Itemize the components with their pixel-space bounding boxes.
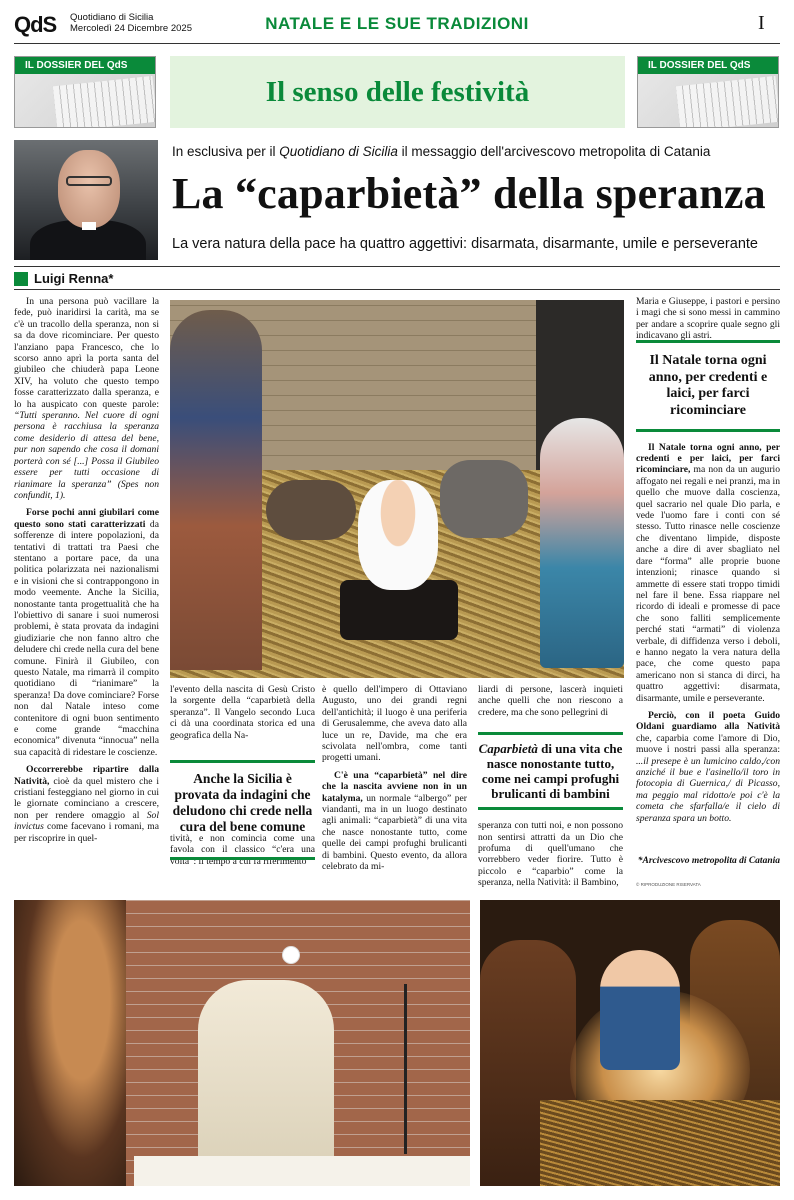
pullquote-sicily: Anche la Sicilia è provata da indagini che deludono chi crede nella cura del bene comune [170, 760, 315, 860]
newspaper-stack-icon [676, 76, 779, 128]
photo-ox [266, 480, 356, 540]
mass-photo [14, 900, 470, 1186]
paragraph: In una persona può vacillare la fede, può inaridirsi la carità, ma se c'è un tracollo della speranza, non si sa da dove ricominciare. Per questo l'anziano papa Francesco, che lo scorso anno aprì la porta santa del giubileo che chiuderà papa Leone XIV, ha voluto che questo tempo fosse caratterizzato dalla speranza, e lo ha auspicato con queste parole: “Tutti speranno. Nel cuore di ogni persona è racchiusa la speranza come desiderio di attesa del bene, pur non sapendo che cosa il domani porterà con sé [...] Possa il Giubileo essere per tutti occasione di rianimare la speranza” (Spes non confundit, 1). [14, 296, 159, 501]
photo-host [282, 946, 300, 964]
author-rule [14, 289, 780, 290]
paragraph: liardi di persone, lascerà inquieti anche quelli che non riescono a credere, ma che sono pellegrini di [478, 684, 623, 718]
author-portrait [14, 140, 158, 260]
photo-microphone [404, 984, 464, 1154]
article-subhead: La vera natura della pace ha quattro aggettivi: disarmata, disarmante, umile e perseverante [172, 236, 758, 252]
photo-straw [540, 1100, 780, 1186]
publication-name: Quotidiano di Sicilia [70, 12, 154, 23]
article-kicker [172, 144, 710, 159]
dossier-label-left: IL DOSSIER DEL QdS [15, 57, 155, 74]
kicker-publication: Quotidiano di Sicilia [279, 144, 398, 159]
kicker-post: il messaggio dell'arcivescovo metropolita di Catania [397, 144, 711, 159]
photo-donkey [440, 460, 528, 538]
pullquote-text: di una vita che nasce nonostante tutto, come nei campi profughi brulicanti di bambini [481, 741, 623, 801]
masthead-rule [14, 43, 780, 44]
portrait-collar [82, 222, 96, 230]
paragraph: Il Natale torna ogni anno, per credenti e per laici, per farci ricominciare, ma non da un augurio affogato nei regali e nei pranzi, ma in quello che muove dalla coscienza, quel sacrario nel quale Dio parla, e vede l'uomo fare i conti con sé stesso. Tutto rinasce nelle coscienze che diventano limpide, disposte anche a dire di aver sbagliato nel dare “forma” alle proprie buone intenzioni; rinasce quando si ammette di essere stati troppo timidi nel fare il bene. Essa riappare nel ricordo di ideali e promesse di pace che sono falliti semplicemente perché stati “armati” di violenza verbale, di diffidenza verso i deboli, e hanno negato la vera natura della pace, che come questo papa americano non si stanca di dirci, ha quattro aggettivi: disarmata, disarmante, umile e perseverante. [636, 441, 780, 704]
dossier-banner-left[interactable] [14, 56, 156, 128]
section-banner: Il senso delle festività [170, 56, 625, 128]
nativity-scene-photo [170, 300, 624, 678]
headline-rule [14, 266, 780, 267]
portrait-face [58, 150, 120, 228]
masthead [0, 0, 794, 46]
page-number: I [758, 12, 765, 34]
nativity-painting-photo [480, 900, 780, 1186]
article-column-1 [14, 296, 159, 896]
photo-joseph [170, 310, 262, 670]
paragraph: Maria e Giuseppe, i pastori e persino i magi che si sono messi in cammino per andare a scoprire quale segno gli indicavano gli astri. [636, 296, 780, 342]
photo-mary [540, 418, 624, 668]
paragraph: è quello dell'impero di Ottaviano Augusto, uno dei grandi regni dell'antichità; il luogo è una periferia di Gerusalemme, che aveva dato alla luce un re, Davide, ma che era scivolata nell'ombra, come tanti progetti umani. [322, 684, 467, 764]
paragraph: Occorrerebbe ripartire dalla Natività, cioè da quel mistero che i cristiani festeggiano nel giorno in cui le giornate cominciano a crescere, non per rendere omaggio al Sol invictus come facevano i romani, ma per riscoprire in quel- [14, 764, 159, 844]
dossier-banner-right[interactable] [637, 56, 779, 128]
pullquote-italic: Caparbietà [478, 741, 538, 756]
kicker-pre: In esclusiva per il [172, 144, 280, 159]
photo-painting [14, 900, 126, 1186]
paragraph: speranza con tutti noi, e non possono non sentirsi attratti da un Dio che profuma di quell'umano che vorrebbero veder fiorire. Tutto è piccolo e “caparbio” come la speranza, nella Natività: il Bambino, [478, 820, 623, 889]
portrait-glasses [66, 176, 112, 186]
photo-child [358, 480, 438, 590]
pullquote-caparbieta [478, 732, 623, 810]
dossier-label-right: IL DOSSIER DEL QdS [638, 57, 778, 74]
paragraph: Forse pochi anni giubilari come questo sono stati caratterizzati da sofferenze di intere popolazioni, da tentativi di trattati tra Paesi che stentano a portare pace, da una politica polarizzata nei nazionalismi e in visioni che si contrappongono in modo veemente. Anche la Sicilia, nonostante tanta progettualità che ha l'obiettivo di sanare i suoi numerosi problemi, è stata provata da indagini giudiziarie che non fanno altro che deludere chi crede nella cura del bene comune. Finirà il Giubileo, con questo Natale, ma rimarrà il compito quotidiano di “rianimare” la speranza! Da dove cominciare? Forse non dal Natale inteso come contenitore di ogni buon sentimento e come grande “macchina economica” divenuta “innocua” nella sua capacità di ridestare le coscienze. [14, 507, 159, 758]
qds-logo[interactable]: QdS [14, 12, 57, 37]
newspaper-stack-icon [53, 76, 156, 128]
section-title: NATALE E LE SUE TRADIZIONI [265, 14, 529, 33]
author-marker [14, 272, 28, 286]
paragraph: Perciò, con il poeta Guido Oldani guardiamo alla Natività che, caparbia come l'amore di Dio, muove i nostri passi alla speranza: ...il presepe è un lumicino caldo,/con anziché il bue e l'asinello/il toro in fotocopia di Guernica,/ di Picasso, ma peggio mal ridotto/e poi c'è la cometa che sfarfalla/e il cielo di speranza spara un botto. [636, 709, 780, 824]
author-name: Luigi Renna* [34, 271, 114, 286]
paragraph: l'evento della nascita di Gesù Cristo la sorgente della “caparbietà della speranza”. Il Vangelo secondo Luca ci dà una coordinata storica ed una geografica della Na- [170, 684, 315, 741]
copyright-notice: © RIPRODUZIONE RISERVATA [636, 882, 701, 887]
publication-date: Mercoledì 24 Dicembre 2025 [70, 23, 192, 34]
paragraph: tività, e non comincia come una favola con il classico “c'era una volta”: il tempo a cui fa riferimento [170, 833, 315, 867]
pullquote-natale: Il Natale torna ogni anno, per credenti e laici, per farci ricominciare [636, 340, 780, 432]
author-signature: *Arcivescovo metropolita di Catania [637, 856, 780, 866]
photo-madonna [600, 950, 680, 1070]
article-column-3 [322, 684, 467, 894]
photo-altar [134, 1156, 470, 1186]
paragraph: C'è una “caparbietà” nel dire che la nascita avviene non in un katalyma, un normale “albergo” per viandanti, ma in un luogo destinato agli animali: “caparbietà” di una vita che nasce nonostante tutto, come quelle dei campi profughi brulicanti di bambini. Questo evento, da allora celebrato da mi- [322, 769, 467, 873]
article-headline: La “caparbietà” della speranza [172, 169, 766, 218]
